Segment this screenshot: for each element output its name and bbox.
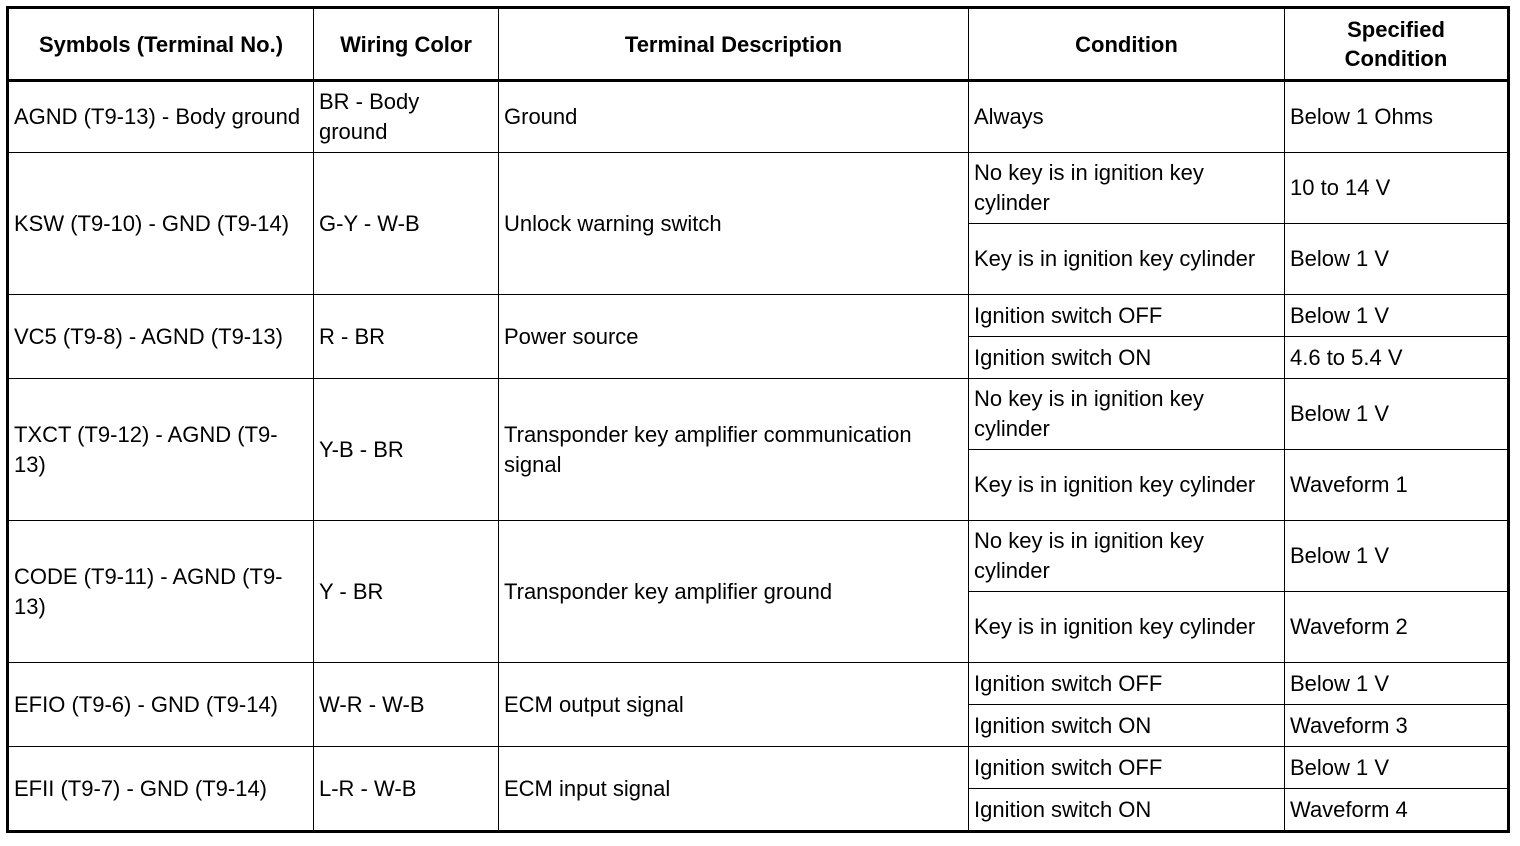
condition-cell: No key is in ignition key cylinder <box>969 379 1285 450</box>
specified-cell: Below 1 V <box>1285 379 1509 450</box>
table-row <box>8 295 1509 337</box>
description-cell: ECM output signal <box>499 663 969 747</box>
specified-cell: Waveform 2 <box>1285 592 1509 663</box>
description-cell: ECM input signal <box>499 747 969 832</box>
condition-cell: Ignition switch ON <box>969 705 1285 747</box>
wiring-color-cell: Y-B - BR <box>314 379 499 521</box>
table-row <box>8 521 1509 592</box>
condition-cell: Key is in ignition key cylinder <box>969 224 1285 295</box>
specified-cell: Below 1 V <box>1285 295 1509 337</box>
condition-cell: Ignition switch ON <box>969 789 1285 832</box>
condition-cell: Key is in ignition key cylinder <box>969 450 1285 521</box>
symbols-cell: VC5 (T9-8) - AGND (T9-13) <box>8 295 314 379</box>
symbols-cell: CODE (T9-11) - AGND (T9-13) <box>8 521 314 663</box>
wiring-color-cell: W-R - W-B <box>314 663 499 747</box>
wiring-color-cell: BR - Body ground <box>314 81 499 153</box>
header-symbols: Symbols (Terminal No.) <box>8 8 314 81</box>
specified-cell: Below 1 V <box>1285 663 1509 705</box>
specified-cell: Waveform 3 <box>1285 705 1509 747</box>
condition-cell: Ignition switch OFF <box>969 747 1285 789</box>
description-cell: Transponder key amplifier communication signal <box>499 379 969 521</box>
specified-cell: Below 1 V <box>1285 521 1509 592</box>
table-row <box>8 747 1509 789</box>
description-cell: Power source <box>499 295 969 379</box>
condition-cell: Always <box>969 81 1285 153</box>
condition-cell: Ignition switch OFF <box>969 663 1285 705</box>
symbols-cell: EFIO (T9-6) - GND (T9-14) <box>8 663 314 747</box>
table-row <box>8 663 1509 705</box>
description-cell: Ground <box>499 81 969 153</box>
condition-cell: Ignition switch ON <box>969 337 1285 379</box>
table-row <box>8 153 1509 224</box>
wiring-color-cell: G-Y - W-B <box>314 153 499 295</box>
table-row <box>8 81 1509 153</box>
header-row <box>8 8 1509 81</box>
specified-cell: 4.6 to 5.4 V <box>1285 337 1509 379</box>
specified-cell: Below 1 Ohms <box>1285 81 1509 153</box>
header-condition: Condition <box>969 8 1285 81</box>
wiring-color-cell: Y - BR <box>314 521 499 663</box>
header-specified-condition: Specified Condition <box>1285 8 1509 81</box>
header-terminal-description: Terminal Description <box>499 8 969 81</box>
specified-cell: Below 1 V <box>1285 747 1509 789</box>
table-row <box>8 379 1509 450</box>
wiring-color-cell: L-R - W-B <box>314 747 499 832</box>
condition-cell: No key is in ignition key cylinder <box>969 521 1285 592</box>
symbols-cell: KSW (T9-10) - GND (T9-14) <box>8 153 314 295</box>
description-cell: Unlock warning switch <box>499 153 969 295</box>
specified-cell: Waveform 1 <box>1285 450 1509 521</box>
condition-cell: Ignition switch OFF <box>969 295 1285 337</box>
specified-cell: Below 1 V <box>1285 224 1509 295</box>
specified-cell: Waveform 4 <box>1285 789 1509 832</box>
symbols-cell: TXCT (T9-12) - AGND (T9-13) <box>8 379 314 521</box>
condition-cell: No key is in ignition key cylinder <box>969 153 1285 224</box>
wiring-color-cell: R - BR <box>314 295 499 379</box>
condition-cell: Key is in ignition key cylinder <box>969 592 1285 663</box>
terminal-spec-table <box>6 6 1510 833</box>
description-cell: Transponder key amplifier ground <box>499 521 969 663</box>
symbols-cell: AGND (T9-13) - Body ground <box>8 81 314 153</box>
specified-cell: 10 to 14 V <box>1285 153 1509 224</box>
header-wiring-color: Wiring Color <box>314 8 499 81</box>
symbols-cell: EFII (T9-7) - GND (T9-14) <box>8 747 314 832</box>
